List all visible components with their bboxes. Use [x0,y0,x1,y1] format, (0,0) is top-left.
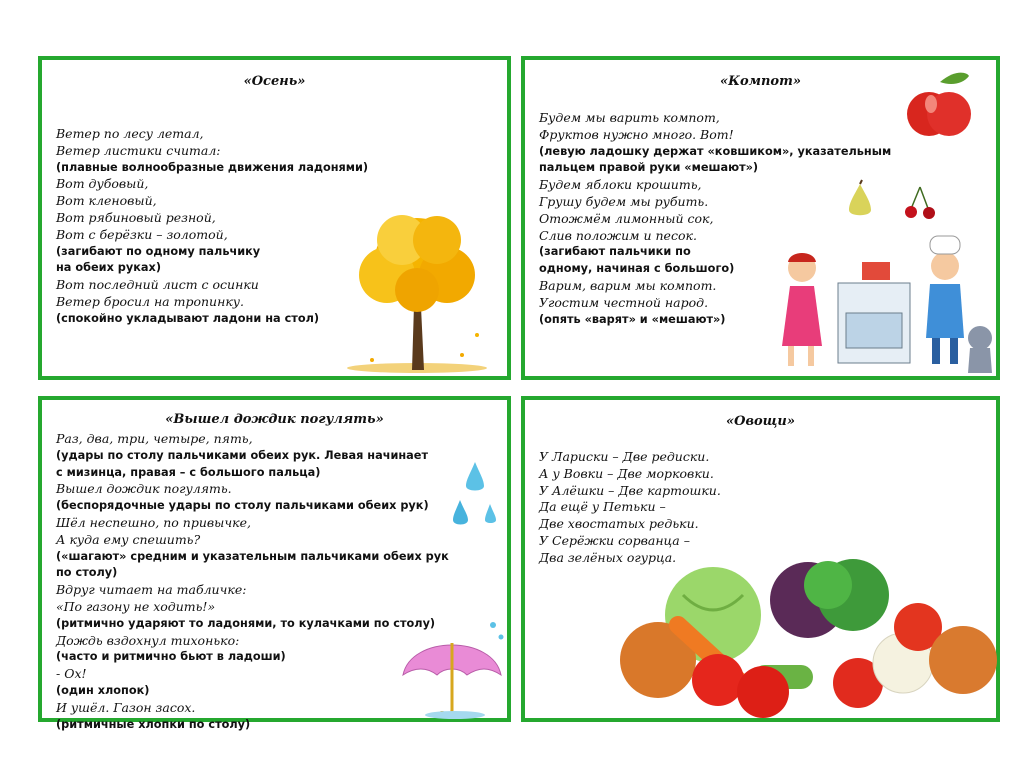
instruction-line: пальцем правой руки «мешают») [539,161,759,175]
instruction-line: (спокойно укладывают ладони на стол) [56,311,320,325]
verse-line: Грушу будем мы рубить. [539,193,709,209]
instruction-line: на обеих руках) [56,261,161,275]
raindrops-illustration [450,460,500,540]
verse-line: Вдруг читает на табличке: [56,582,247,598]
verse-line: Будем яблоки крошить, [539,177,702,193]
verse-line: Раз, два, три, четыре, пять, [56,431,253,446]
instruction-line: (ритмично ударяют то ладонями, то кулачками по столу) [56,616,436,630]
verse-line: Угостим честной народ. [539,294,709,310]
verse-line: Ветер бросил на тропинку. [56,293,245,309]
poem-lines [56,126,368,328]
poem-title: «Вышел дождик погулять» [165,412,384,427]
verse-line: Да ещё у Петьки – [539,499,666,515]
poem-card-compote [521,56,1000,380]
poem-title: «Компот» [720,74,801,89]
instruction-line: («шагают» средним и указательным пальчиками обеих рук [56,549,449,563]
instruction-line: (часто и ритмично бьют в ладоши) [56,650,286,664]
verse-line: Отожмём лимонный сок, [539,210,714,226]
poem-lines [539,449,721,567]
vegetables-illustration [613,555,998,720]
instruction-line: с мизинца, правая – с большого пальца) [56,465,321,479]
verse-line: Ветер листики считал: [56,142,221,158]
verse-line: Два зелёных огурца. [539,549,677,565]
verse-line: И ушёл. Газон засох. [56,699,196,715]
verse-line: Вот дубовый, [56,176,149,192]
verse-line: - Ох! [56,666,87,682]
poem-card-autumn [38,56,511,380]
verse-line: «По газону не ходить!» [56,598,216,614]
umbrella-illustration [397,615,507,720]
instruction-line: (один хлопок) [56,683,150,697]
verse-line: А куда ему спешить? [56,531,201,547]
instruction-line: (ритмичные хлопки по столу) [56,717,251,731]
verse-line: Вот с берёзки – золотой, [56,226,228,242]
verse-line: Будем мы варить компот, [539,110,720,125]
instruction-line: по столу) [56,566,118,580]
poem-lines [56,431,449,733]
verse-line: У Алёшки – Две картошки. [539,482,721,498]
instruction-line: (загибают по одному пальчику [56,244,261,258]
verse-line: Дождь вздохнул тихонько: [56,632,240,648]
verse-line: У Серёжки сорванца – [539,532,690,548]
poem-card-rain [38,396,511,731]
verse-line: Фруктов нужно много. Вот! [539,126,734,142]
pear-illustration [845,180,875,220]
autumn-tree-illustration [342,205,492,375]
poem-card-vegetables [521,396,1000,722]
verse-line: Вышел дождик погулять. [56,481,232,497]
instruction-line: (плавные волнообразные движения ладонями) [56,160,369,174]
verse-line: Слив положим и песок. [539,227,697,243]
verse-line: Вот рябиновый резной, [56,209,216,225]
instruction-line: (удары по столу пальчиками обеих рук. Левая начинает [56,448,429,462]
verse-line: Ветер по лесу летал, [56,126,204,141]
instruction-line: (беспорядочные удары по столу пальчиками обеих рук) [56,499,429,513]
verse-line: А у Вовки – Две морковки. [539,465,714,481]
verse-line: Вот последний лист с осинки [56,277,259,293]
cherries-illustration [903,185,937,221]
poem-title: «Осень» [243,74,306,89]
verse-line: У Лариски – Две редиски. [539,449,710,464]
instruction-line: (левую ладошку держат «ковшиком», указательным [539,144,892,158]
instruction-line: (опять «варят» и «мешают») [539,312,726,326]
kids-cooking-illustration [780,228,995,378]
instruction-line: одному, начиная с большого) [539,262,735,276]
verse-line: Варим, варим мы компот. [539,277,717,293]
instruction-line: (загибают пальчики по [539,245,691,259]
verse-line: Две хвостатых редьки. [539,516,699,532]
apple-illustration [905,64,975,144]
poem-title: «Овощи» [726,414,795,429]
verse-line: Вот кленовый, [56,193,157,209]
verse-line: Шёл неспешно, по привычке, [56,514,251,530]
